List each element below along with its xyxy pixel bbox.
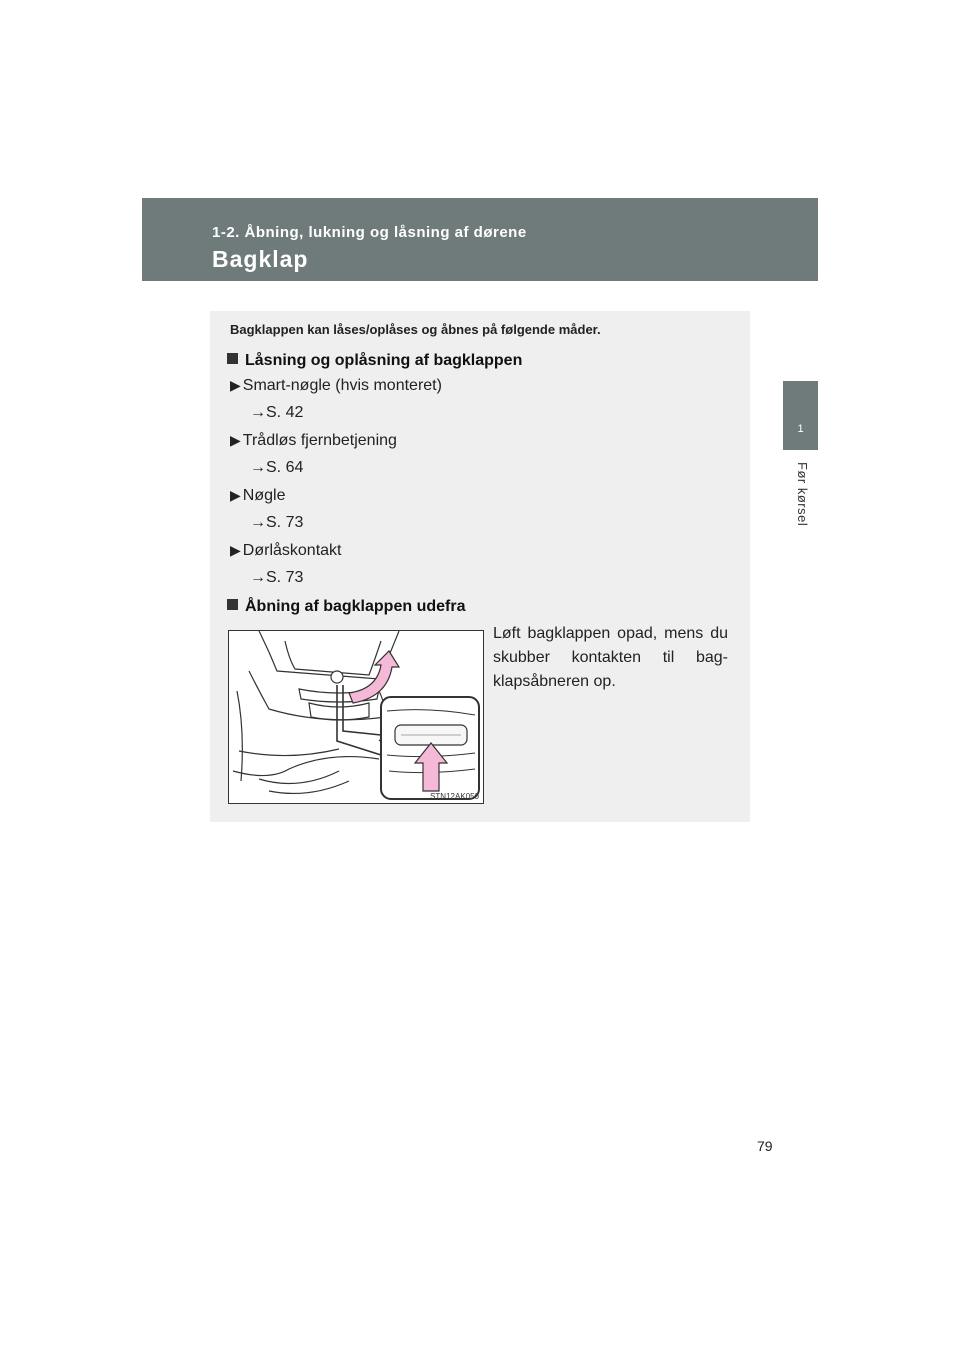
chapter-label: Før kørsel [795,462,810,527]
page-reference: →S. 73 [250,514,304,531]
triangle-bullet-icon: ▶ [230,487,241,503]
list-item: ▶ Dørlåskontakt [230,542,342,559]
square-bullet-icon [227,353,238,364]
square-bullet-icon [227,599,238,610]
triangle-bullet-icon: ▶ [230,432,241,448]
section-title: 1-2. Åbning, lukning og låsning af dørene [212,224,527,241]
list-item: ▶ Smart-nøgle (hvis monteret) [230,377,442,394]
triangle-bullet-icon: ▶ [230,377,241,393]
car-rear-drawing [229,631,484,804]
list-item: ▶ Trådløs fjernbetjening [230,432,397,449]
triangle-bullet-icon: ▶ [230,542,241,558]
section-heading-opening: Åbning af bagklappen udefra [227,598,465,616]
section-heading-locking: Låsning og oplåsning af bagklappen [227,352,522,370]
instruction-text: Løft bagklappen opad, mens du skubber kontakten til bag-klapsåbneren op. [493,625,728,690]
page-reference: →S. 64 [250,459,304,476]
list-item: ▶ Nøgle [230,487,286,504]
page-reference: →S. 42 [250,404,304,421]
tailgate-illustration [228,630,484,804]
page-title: Bagklap [212,246,309,272]
figure-code: STN12AK050 [430,792,479,801]
content-box [210,311,750,822]
chapter-tab [783,381,818,450]
page-reference: →S. 73 [250,569,304,586]
intro-text: Bagklappen kan låses/oplåses og åbnes på følgende måder. [230,322,601,337]
page-number: 79 [757,1138,773,1154]
chapter-header [142,198,818,281]
chapter-number: 1 [797,423,804,435]
